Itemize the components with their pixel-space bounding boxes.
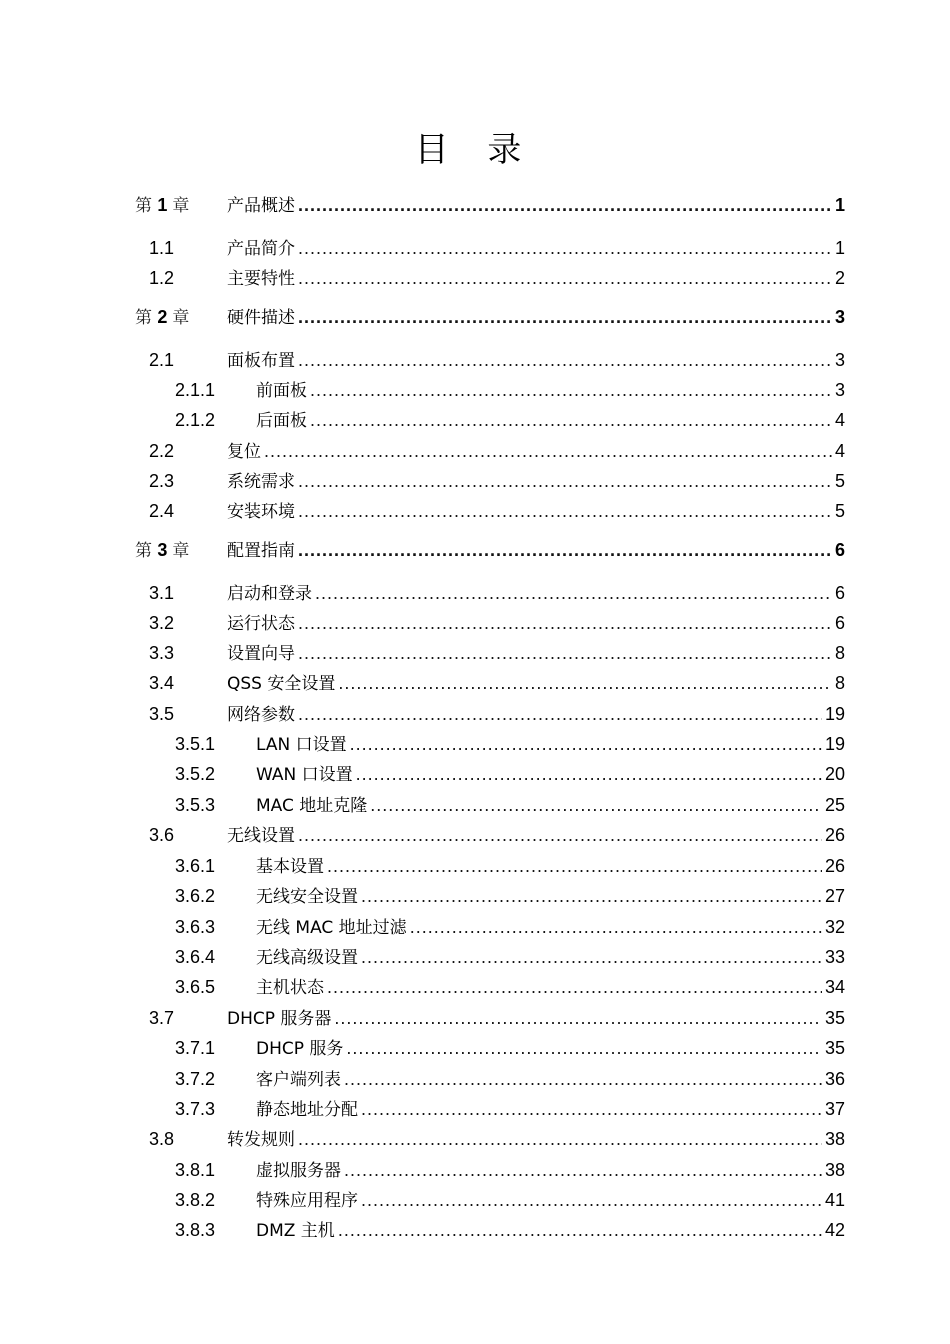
dot-leader (361, 1185, 822, 1215)
toc-entry (227, 535, 845, 566)
toc-title: 无线设置 (227, 826, 295, 846)
toc-number: 3.6.4 (175, 947, 216, 967)
toc-page-number: 37 (824, 1099, 845, 1119)
toc-page-number: 8 (834, 643, 845, 663)
toc-title: 后面板 (256, 411, 307, 431)
toc-entry-row[interactable] (0, 375, 950, 405)
dot-leader (410, 912, 822, 942)
toc-title: 前面板 (256, 381, 307, 401)
toc-title: 静态地址分配 (256, 1100, 358, 1120)
toc-entry (256, 405, 845, 436)
dot-leader (310, 375, 832, 405)
toc-entry-row[interactable] (0, 699, 950, 729)
toc-number: 3.7 (149, 1008, 175, 1028)
toc-entry (256, 881, 845, 912)
toc-entry-row[interactable] (0, 263, 950, 293)
toc-page-number: 2 (834, 268, 845, 288)
dot-leader (298, 496, 832, 526)
dot-leader (298, 190, 832, 220)
toc-title: 主机状态 (256, 978, 324, 998)
toc-title: 客户端列表 (256, 1070, 341, 1090)
toc-title: MAC 地址克隆 (256, 796, 368, 816)
dot-leader (298, 638, 832, 668)
toc-entry-row[interactable] (0, 820, 950, 850)
toc-title: 无线高级设置 (256, 948, 358, 968)
toc-number: 2.1.2 (175, 410, 216, 430)
toc-entry-row[interactable] (0, 942, 950, 972)
toc-entry (227, 466, 845, 497)
toc-title: 产品概述 (227, 196, 295, 216)
toc-entry-row[interactable] (0, 851, 950, 881)
dot-leader (334, 1003, 822, 1033)
toc-page-number: 6 (834, 540, 845, 560)
toc-entry-row[interactable] (0, 1124, 950, 1154)
toc-entry-row[interactable] (0, 436, 950, 466)
toc-title: 特殊应用程序 (256, 1191, 358, 1211)
toc-page-number: 38 (824, 1160, 845, 1180)
toc-page-number: 1 (834, 238, 845, 258)
chapter-prefix: 第 (135, 196, 152, 216)
dot-leader (315, 578, 832, 608)
toc-chapter-row[interactable] (0, 190, 950, 220)
toc-entry-row[interactable] (0, 1215, 950, 1245)
toc-page-number: 36 (824, 1069, 845, 1089)
toc-page-number: 25 (824, 795, 845, 815)
toc-title: 产品简介 (227, 239, 295, 259)
toc-title: 配置指南 (227, 541, 295, 561)
dot-leader (298, 699, 822, 729)
dot-leader (298, 608, 832, 638)
toc-entry (227, 233, 845, 264)
toc-entry-row[interactable] (0, 638, 950, 668)
dot-leader (298, 233, 832, 263)
toc-page-number: 26 (824, 856, 845, 876)
toc-entry (256, 1155, 845, 1186)
dot-leader (298, 263, 832, 293)
chapter-prefix: 第 (135, 308, 152, 328)
toc-number: 1.1 (149, 238, 175, 258)
dot-leader (338, 668, 832, 698)
toc-title: 系统需求 (227, 472, 295, 492)
toc-entry-row[interactable] (0, 1155, 950, 1185)
toc-entry (227, 302, 845, 333)
chapter-number: 1 (157, 195, 173, 215)
toc-entry-row[interactable] (0, 729, 950, 759)
toc-number: 3.5 (149, 704, 175, 724)
chapter-suffix: 章 (172, 196, 190, 216)
dot-leader (344, 1064, 822, 1094)
toc-number: 3.8.2 (175, 1190, 216, 1210)
toc-entry-row[interactable] (0, 496, 950, 526)
toc-title: 启动和登录 (227, 584, 312, 604)
toc-page-number: 5 (834, 471, 845, 491)
dot-leader (338, 1215, 822, 1245)
toc-title: LAN 口设置 (256, 735, 347, 755)
toc-entry (256, 1215, 845, 1246)
toc-page-number: 1 (834, 195, 845, 215)
toc-number: 2.4 (149, 501, 175, 521)
toc-page-number: 35 (824, 1008, 845, 1028)
dot-leader (298, 466, 832, 496)
toc-title: DHCP 服务 (256, 1039, 344, 1059)
toc-number: 3.8.3 (175, 1220, 216, 1240)
toc-page-number: 6 (834, 613, 845, 633)
toc-number: 2.1.1 (175, 380, 216, 400)
toc-page-number: 42 (824, 1220, 845, 1240)
page-title: 目 录 (414, 130, 536, 170)
toc-number: 3.6.2 (175, 886, 216, 906)
dot-leader (264, 436, 832, 466)
toc-entry-row[interactable] (0, 1094, 950, 1124)
dot-leader (361, 942, 822, 972)
toc-number: 3.6.1 (175, 856, 216, 876)
toc-title: 虚拟服务器 (256, 1161, 341, 1181)
toc-title: 设置向导 (227, 644, 295, 664)
toc-entry (227, 496, 845, 527)
toc-page-number: 6 (834, 583, 845, 603)
toc-number: 3.1 (149, 583, 175, 603)
toc-entry (227, 578, 845, 609)
toc-number: 3.8.1 (175, 1160, 216, 1180)
dot-leader (327, 851, 822, 881)
toc-number (135, 190, 189, 221)
toc-entry (227, 436, 845, 467)
dot-leader (346, 1033, 822, 1063)
toc-page-number: 34 (824, 977, 845, 997)
toc-number (135, 302, 189, 333)
dot-leader (361, 881, 822, 911)
toc-entry-row[interactable] (0, 466, 950, 496)
toc-title: 运行状态 (227, 614, 295, 634)
toc-title: 网络参数 (227, 705, 295, 725)
toc-number: 3.5.2 (175, 764, 216, 784)
toc-title: 无线安全设置 (256, 887, 358, 907)
dot-leader (361, 1094, 822, 1124)
dot-leader (298, 345, 832, 375)
toc-entry (256, 790, 845, 821)
toc-chapter-row[interactable] (0, 535, 950, 565)
toc-number: 3.7.3 (175, 1099, 216, 1119)
toc-entry-row[interactable] (0, 1033, 950, 1063)
toc-entry-row[interactable] (0, 405, 950, 435)
chapter-number: 2 (157, 307, 173, 327)
toc-entry (227, 1003, 845, 1034)
toc-page-number: 3 (834, 350, 845, 370)
toc-number: 3.6.5 (175, 977, 216, 997)
toc-page-number: 20 (824, 764, 845, 784)
toc-entry (227, 190, 845, 221)
toc-entry-row[interactable] (0, 345, 950, 375)
toc-title: 基本设置 (256, 857, 324, 877)
dot-leader (298, 820, 822, 850)
toc-number: 2.3 (149, 471, 175, 491)
toc-page-number: 8 (834, 673, 845, 693)
toc-entry (227, 345, 845, 376)
toc-entry (227, 699, 845, 730)
chapter-suffix: 章 (172, 541, 190, 561)
toc-entry (227, 638, 845, 669)
toc-number: 2.2 (149, 441, 175, 461)
toc-entry (256, 972, 845, 1003)
toc-entry (227, 668, 845, 699)
toc-page-number: 35 (824, 1038, 845, 1058)
toc-title: 主要特性 (227, 269, 295, 289)
toc-entry-row[interactable] (0, 1003, 950, 1033)
chapter-prefix: 第 (135, 541, 152, 561)
toc-page-number: 26 (824, 825, 845, 845)
toc-entry-row[interactable] (0, 233, 950, 263)
toc-number: 3.5.1 (175, 734, 216, 754)
toc-title: DMZ 主机 (256, 1221, 335, 1241)
toc-title: 复位 (227, 442, 261, 462)
toc-title: 安装环境 (227, 502, 295, 522)
toc-page-number: 19 (824, 734, 845, 754)
toc-page-number: 32 (824, 917, 845, 937)
toc-entry (227, 1124, 845, 1155)
toc-entry (227, 608, 845, 639)
dot-leader (298, 1124, 822, 1154)
toc-entry-row[interactable] (0, 1064, 950, 1094)
dot-leader (298, 535, 832, 565)
toc-number: 3.2 (149, 613, 175, 633)
toc-page-number: 3 (834, 380, 845, 400)
toc-number: 3.3 (149, 643, 175, 663)
toc-number: 3.7.1 (175, 1038, 216, 1058)
toc-number: 2.1 (149, 350, 175, 370)
chapter-number: 3 (157, 540, 173, 560)
toc-number: 3.8 (149, 1129, 175, 1149)
toc-number: 3.6.3 (175, 917, 216, 937)
dot-leader (350, 729, 822, 759)
toc-entry-row[interactable] (0, 759, 950, 789)
toc-entry (256, 1033, 845, 1064)
toc-title: 硬件描述 (227, 308, 295, 328)
toc-entry (227, 820, 845, 851)
toc-entry-row[interactable] (0, 972, 950, 1002)
toc-number: 3.7.2 (175, 1069, 216, 1089)
toc-page-number: 27 (824, 886, 845, 906)
toc-page-number: 33 (824, 947, 845, 967)
toc-entry (256, 1185, 845, 1216)
toc-page-number: 38 (824, 1129, 845, 1149)
toc-page-number: 3 (834, 307, 845, 327)
toc-chapter-row[interactable] (0, 302, 950, 332)
toc-number: 3.6 (149, 825, 175, 845)
toc-entry-row[interactable] (0, 608, 950, 638)
chapter-suffix: 章 (172, 308, 190, 328)
toc-entry (256, 375, 845, 406)
toc-number: 3.5.3 (175, 795, 216, 815)
toc-entry (256, 729, 845, 760)
toc-entry (256, 851, 845, 882)
toc-number: 1.2 (149, 268, 175, 288)
toc-entry-row[interactable] (0, 790, 950, 820)
toc-title: 面板布置 (227, 351, 295, 371)
toc-entry (256, 759, 845, 790)
toc-title: 转发规则 (227, 1130, 295, 1150)
toc-page-number: 19 (824, 704, 845, 724)
toc-page-number: 5 (834, 501, 845, 521)
dot-leader (356, 759, 822, 789)
toc-entry-row[interactable] (0, 881, 950, 911)
toc-entry (227, 263, 845, 294)
toc-page-number: 4 (834, 410, 845, 430)
toc-title: DHCP 服务器 (227, 1009, 332, 1029)
toc-entry-row[interactable] (0, 912, 950, 942)
toc-entry (256, 942, 845, 973)
toc-page-number: 41 (824, 1190, 845, 1210)
dot-leader (298, 302, 832, 332)
toc-title: QSS 安全设置 (227, 674, 336, 694)
toc-page-number: 4 (834, 441, 845, 461)
dot-leader (310, 405, 832, 435)
toc-entry-row[interactable] (0, 1185, 950, 1215)
toc-entry-row[interactable] (0, 668, 950, 698)
toc-entry (256, 1064, 845, 1095)
dot-leader (344, 1155, 822, 1185)
toc-entry (256, 1094, 845, 1125)
dot-leader (370, 790, 822, 820)
toc-title: WAN 口设置 (256, 765, 353, 785)
dot-leader (327, 972, 822, 1002)
toc-title: 无线 MAC 地址过滤 (256, 918, 407, 938)
toc-number (135, 535, 189, 566)
toc-entry (256, 912, 845, 943)
toc-number: 3.4 (149, 673, 175, 693)
toc-entry-row[interactable] (0, 578, 950, 608)
